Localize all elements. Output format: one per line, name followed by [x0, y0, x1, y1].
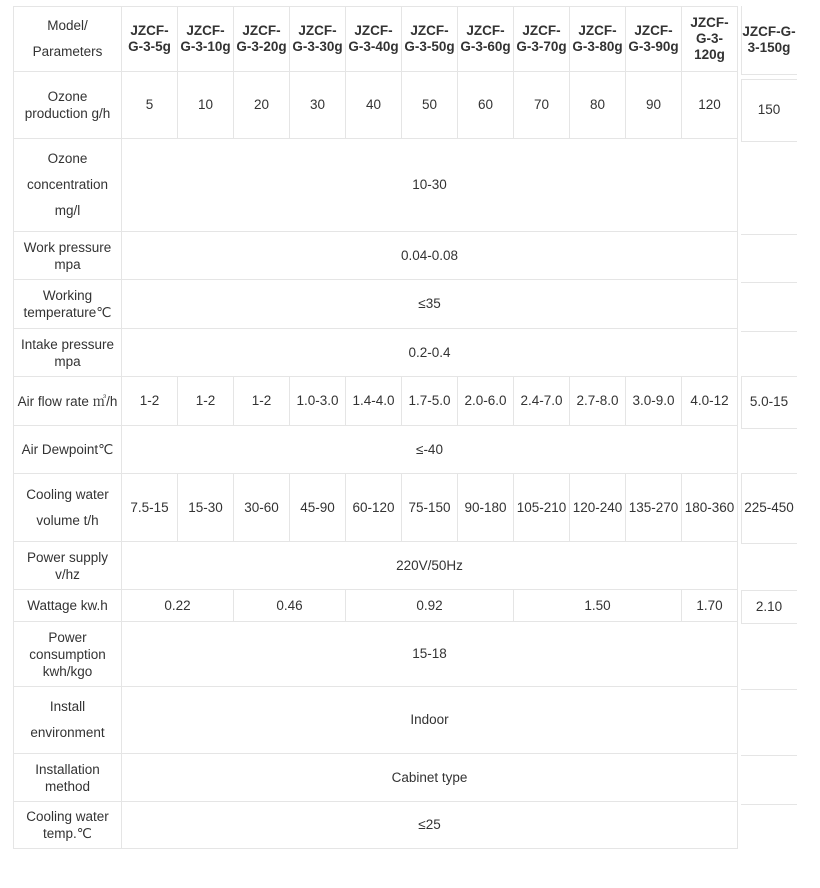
installation-method-row — [14, 754, 738, 802]
cell-value: 5 — [122, 72, 178, 139]
power-consumption-row — [14, 622, 738, 687]
work-pressure-row — [14, 232, 738, 280]
row-label: Cooling water volume t/h — [14, 474, 122, 542]
cooling-water-temp-row — [14, 802, 738, 849]
divider — [741, 755, 797, 756]
wattage-row — [14, 590, 738, 622]
divider — [741, 689, 797, 690]
cell-value: Indoor — [122, 687, 738, 754]
cell-value: 2.10 — [755, 598, 783, 614]
cell-value: 30 — [290, 72, 346, 139]
row-label: Install environment — [14, 687, 122, 754]
row-label: Air flow rate ㎥/h — [14, 377, 122, 426]
air-flow-rate-row — [14, 377, 738, 426]
cell-value: 15-18 — [122, 622, 738, 687]
cell-value: Cabinet type — [122, 754, 738, 802]
divider — [741, 74, 797, 75]
ozone-concentration-row — [14, 139, 738, 232]
divider — [741, 428, 797, 429]
cell-value: 2.7-8.0 — [570, 377, 626, 426]
cell-value: 60-120 — [346, 474, 402, 542]
cell-value: 2.0-6.0 — [458, 377, 514, 426]
cell-value: 1.0-3.0 — [290, 377, 346, 426]
cell-value: 220V/50Hz — [122, 542, 738, 590]
cell-value: 0.2-0.4 — [122, 329, 738, 377]
model-header: JZCF-G-3-60g — [458, 7, 514, 72]
cell-value: 0.92 — [346, 590, 514, 622]
row-label: Power supply v/hz — [14, 542, 122, 590]
cell-value: 45-90 — [290, 474, 346, 542]
cell-value: 0.04-0.08 — [122, 232, 738, 280]
cell-value: 105-210 — [514, 474, 570, 542]
model-header: JZCF-G-3-90g — [626, 7, 682, 72]
cell-value: 40 — [346, 72, 402, 139]
cell-value: ≤-40 — [122, 426, 738, 474]
cell-value: 2.4-7.0 — [514, 377, 570, 426]
cell-value: 1.4-4.0 — [346, 377, 402, 426]
row-label: Air Dewpoint℃ — [14, 426, 122, 474]
cell-value: 90-180 — [458, 474, 514, 542]
cell-value: 225-450 — [744, 500, 794, 515]
cell-value: 120 — [682, 72, 738, 139]
header-label: Model/ Parameters — [32, 18, 103, 59]
cell-value: 60 — [458, 72, 514, 139]
cell-value: 30-60 — [234, 474, 290, 542]
cell-value: 120-240 — [570, 474, 626, 542]
row-label: Cooling water temp.℃ — [14, 802, 122, 849]
cell-value: 50 — [402, 72, 458, 139]
divider — [741, 234, 797, 235]
model-header: JZCF-G-3-30g — [290, 7, 346, 72]
cell-value: 1-2 — [122, 377, 178, 426]
cell-value: 10-30 — [122, 139, 738, 232]
model-header: JZCF-G-3-50g — [402, 7, 458, 72]
header-row — [14, 7, 738, 72]
cooling-water-volume-row — [14, 474, 738, 542]
model-header: JZCF-G-3-120g — [682, 7, 738, 72]
cell-value: 1.70 — [682, 590, 738, 622]
model-header: JZCF-G-3-150g — [742, 24, 796, 55]
row-label: Ozone production g/h — [14, 72, 122, 139]
cell-value: 4.0-12 — [682, 377, 738, 426]
cell-value: 135-270 — [626, 474, 682, 542]
cell-value: 90 — [626, 72, 682, 139]
ozone-production-row — [14, 72, 738, 139]
row-label: Power consumption kwh/kgo — [14, 622, 122, 687]
divider — [741, 543, 797, 544]
model-header: JZCF-G-3-70g — [514, 7, 570, 72]
cell-value: 1.50 — [514, 590, 682, 622]
cell-value: 1-2 — [178, 377, 234, 426]
model-header: JZCF-G-3-10g — [178, 7, 234, 72]
divider — [741, 623, 797, 624]
model-header: JZCF-G-3-20g — [234, 7, 290, 72]
row-label: Intake pressure mpa — [14, 329, 122, 377]
parameters-table — [13, 6, 738, 849]
cell-value: 180-360 — [682, 474, 738, 542]
cell-value: 1.7-5.0 — [402, 377, 458, 426]
divider — [741, 282, 797, 283]
cell-value: 15-30 — [178, 474, 234, 542]
cell-value: 75-150 — [402, 474, 458, 542]
row-label: Installation method — [14, 754, 122, 802]
cell-value: 3.0-9.0 — [626, 377, 682, 426]
install-environment-row — [14, 687, 738, 754]
cell-value: 1-2 — [234, 377, 290, 426]
header-label-cell — [14, 7, 122, 72]
model-header: JZCF-G-3-40g — [346, 7, 402, 72]
power-supply-row — [14, 542, 738, 590]
row-label: Wattage kw.h — [14, 590, 122, 622]
divider — [741, 804, 797, 805]
cell-value: 0.46 — [234, 590, 346, 622]
air-dewpoint-row — [14, 426, 738, 474]
working-temperature-row — [14, 280, 738, 329]
cell-value: 5.0-15 — [749, 394, 789, 409]
row-label: Working temperature℃ — [14, 280, 122, 329]
cell-value: 20 — [234, 72, 290, 139]
cell-value: 80 — [570, 72, 626, 139]
row-label: Work pressure mpa — [14, 232, 122, 280]
cell-value: 10 — [178, 72, 234, 139]
model-header: JZCF-G-3-5g — [122, 7, 178, 72]
intake-pressure-row — [14, 329, 738, 377]
cell-value: 7.5-15 — [122, 474, 178, 542]
cell-value: ≤35 — [122, 280, 738, 329]
divider — [741, 141, 797, 142]
cell-value: 150 — [757, 102, 781, 117]
row-label: Ozone concentration mg/l — [14, 139, 122, 232]
divider — [741, 331, 797, 332]
cell-value: 0.22 — [122, 590, 234, 622]
model-header: JZCF-G-3-80g — [570, 7, 626, 72]
cell-value: 70 — [514, 72, 570, 139]
cell-value: ≤25 — [122, 802, 738, 849]
